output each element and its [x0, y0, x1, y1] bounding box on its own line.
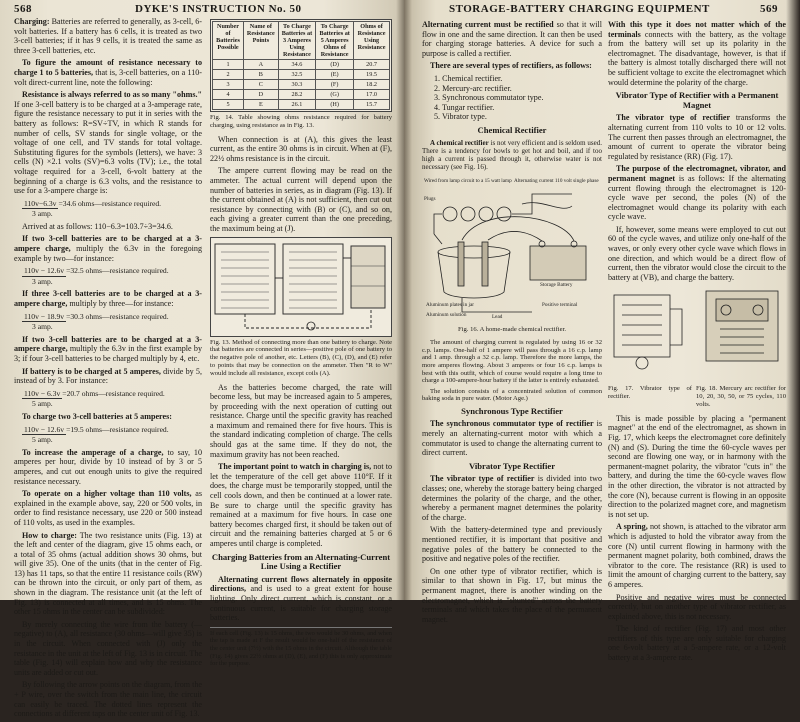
section-heading: Synchronous Type Rectifier: [461, 405, 563, 416]
body-text: and is used to a great extent for house lighting. Only direct current, which is constant, or a continuous current, is suitable for charging storage batteries.: [210, 584, 392, 623]
vibrator-rectifier-drawings: [608, 285, 786, 381]
fig16-chemical-rectifier: [422, 174, 602, 324]
fig16-label-solution: Aluminum solution: [426, 312, 467, 319]
body-text: to say, 10 amperes per hour, divide by 10 instead of by 3 or 5 amperes, and cut out enough units to give the required resistance necessary.: [14, 447, 202, 486]
fig16-label-jar: Aluminum plates in jar: [426, 302, 474, 309]
body-text: multiply the 6.3v in the first example by 3; if four 3-cell batteries to be charged multiply by 4, etc.: [14, 344, 202, 363]
lead-text: To charge two 3-cell batteries at 5 amperes:: [22, 411, 172, 421]
page-number-right: 569: [760, 3, 778, 15]
lead-text: The purpose of the electromagnet, vibrator, and permanent magnet: [608, 164, 786, 183]
formula-result: =20.7 ohms—resistance required.: [62, 388, 165, 398]
paragraph: The ampere current flowing may be read on the ammeter. The actual current will depend upon the number of batteries in series, as in diagram (Fig. 13). If the current obtained at (A) is not sufficient, then cut out resistance by connecting with (B) or (C), and so on, each giving a greater current than the one preceding, the maximum being at (J).: [210, 166, 392, 233]
fig14-resistance-table: [210, 19, 392, 112]
list-item: 4. Tungar rectifier.: [434, 102, 495, 112]
list-item: 1. Chemical rectifier.: [434, 73, 503, 83]
formula-result: =19.5 ohms—resistance required.: [66, 424, 169, 434]
body-text: is as follows: If the alternating current flowing through the electromagnet is 120-cycle wave per second, the poles (N) of the electromagnet would change its polarity with each cycle wave.: [608, 173, 786, 222]
running-head-left: DYKE'S INSTRUCTION No. 50: [135, 3, 302, 15]
table-cell: 28.2: [278, 90, 316, 100]
table-cell: (E): [316, 70, 354, 80]
resistance-table: [212, 21, 390, 110]
table-row: [213, 70, 390, 80]
paragraph: [422, 139, 602, 172]
fig16-label-positive: Positive terminal: [542, 302, 578, 309]
body-text: transforms the alternating current from 110 volts to 10 or 12 volts. The current then passes through an electromagnet, the amount of current to operate the vibrator being regulated by resistance (RR) (Fig. 17).: [608, 113, 786, 161]
paragraph: [14, 412, 202, 422]
body-text: that is, 3-cell batteries, on a 110-volt direct-current line, note the following:: [14, 67, 202, 87]
paragraph: [14, 58, 202, 87]
table-cell: 20.7: [354, 60, 390, 70]
paragraph: [14, 335, 202, 364]
formula-result: =34.6 ohms—resistance required.: [58, 198, 162, 208]
table-cell: 15.7: [354, 100, 390, 110]
lead-text: If two 3-cell batteries are to be charged at a 3-ampere charge,: [14, 234, 202, 254]
table-cell: 2: [213, 70, 244, 80]
table-cell: 17.0: [354, 90, 390, 100]
table-row: [213, 80, 390, 90]
paragraph: When connection is at (A), this gives the least current, as the entire 30 ohms is in circuit. When at (F), 22½ ohms resistance is in the circuit.: [210, 134, 392, 163]
lead-text: To operate on a higher voltage than 110 volts,: [22, 489, 192, 499]
fig13-wiring-diagram: [210, 237, 392, 337]
table-cell: 18.2: [354, 80, 390, 90]
paragraph: [14, 367, 202, 386]
lead-text: Alternating current flows alternately in opposite directions,: [210, 574, 392, 594]
lead-text: A chemical rectifier: [430, 138, 489, 147]
resistance-unit-diagram: [211, 238, 391, 336]
paragraph: The kind of rectifier (Fig. 17) and most other rectifiers of this type are only suitable for charging one 6-volt battery at a 5-ampere rate, or a 12-volt battery at a 3-ampere rate.: [608, 624, 786, 663]
paragraph: [14, 90, 202, 196]
body-text: is merely an alternating-current motor with which a commutator is used to change the alternating current to direct current.: [422, 419, 602, 458]
paragraph: [608, 20, 786, 87]
body-text: connects with the battery, as the voltage from the battery will set up its polarity in the electromagnet. The disadvantage, however, is that if the battery is almost totally discharged there will not be sufficient voltage to excite the electromagnet which would determine the polarity of the charge.: [608, 29, 787, 87]
body-text: so that it will flow in one and the same direction. It can then be used for charging storage batteries. A device for such a purpose is called a rectifier.: [422, 20, 602, 58]
fig16-label-ac: Alternating current 110 volt single phase: [514, 178, 599, 185]
formula-denominator: 5 amp.: [32, 399, 53, 409]
table-cell: 34.6: [278, 60, 316, 70]
left-column-2: [210, 17, 392, 668]
fig16-label-battery: Storage Battery: [540, 282, 573, 289]
formula-denominator: 5 amp.: [32, 435, 53, 445]
table-cell: 19.5: [354, 70, 390, 80]
table-cell: (H): [316, 100, 354, 110]
body-text: The two resistance units (Fig. 13) at the left and center of the diagram, give 15 ohms each, or a total of 35 ohms (actual addition shows 30 ohms, but will give 35). One of the units (that in the center of Fig. 13) has 11 taps, so that the entire 11 resistance coils (RW) can be thrown into the circuit, or only part of them, as shown in the diagram. The resistance unit (at the left of Fig. 13) is connected at all times, and is 15 ohms. The other 15 ohms in the center can be subdivided:: [14, 530, 202, 617]
fig18-caption: Fig. 18. Mercury arc rectifier for 10, 20, 30, 50, or 75 cycles, 110 volts.: [696, 385, 786, 409]
formula-numerator: 110v − 12.6v: [24, 266, 65, 276]
table-cell: B: [244, 70, 279, 80]
table-header-cell: Name of Resistance Points: [244, 22, 279, 60]
formula: [22, 199, 202, 219]
body-text: If one 3-cell battery is to be charged at a 3-amperage rate, figure the resistance necessary to put it in series with the battery as follows: R=SV÷TV, in which R stands for number of cells, SV stands for single voltage, or the voltage of one cell, and TV stands for total voltage. Substituting figures for the symbols (letters), we have: 3 cells (N) ×2.1 volts (SV)=6.3 volts (TV); i.e., the total voltage required for a 3-cell, 6-volt battery at the beginning of a charge is 6.3 volts, and the resistance to use for a 3-ampere charge is:: [14, 99, 202, 196]
fig16-label-plugs: Plugs: [424, 196, 436, 203]
paragraph: [14, 234, 202, 263]
formula-numerator: 110v−6.3v: [24, 198, 57, 208]
paragraph: [608, 113, 786, 161]
formula-numerator: 110v − 6.3v: [24, 388, 61, 398]
table-header-cell: Number of Batteries Possible: [213, 22, 244, 60]
paragraph: [14, 289, 202, 308]
paragraph: This is made possible by placing a "permanent magnet" at the end of the electromagnet, as shown in Fig. 17, which keeps the electromagnet core definitely (N) and (S). During the time the 60-cycle waves per second are flowing one way, or in harmony with the permanent-magnet polarity, the vibrator "cuts in" the battery, and during the time the 60-cycle waves flow in the other direction, the vibrator is not attracted by the core (N), because current is flowing in an opposite direction to the polarized magnet core, and magnetism is not set up.: [608, 413, 786, 519]
table-header-cell: To Charge Batteries at 5 Amperes Ohms of Resistance: [316, 22, 354, 60]
table-cell: 30.3: [278, 80, 316, 90]
table-cell: 26.1: [278, 100, 316, 110]
formula-denominator: 3 amp.: [32, 209, 53, 219]
lead-text: A spring,: [616, 522, 648, 532]
fig16-label-wire: Wired from lamp circuit to a 15 watt lamp: [424, 178, 512, 185]
body-text: is not very efficient and is seldom used. There is a tendency for bowls to get hot and boil, and if too high a current is passed through it, otherwise water is not necessary (see Fig. 16).: [422, 138, 602, 172]
table-cell: 3: [213, 80, 244, 90]
body-text: multiply the 6.3v in the foregoing example by two—for instance:: [14, 244, 203, 263]
paragraph: Arrived at as follows: 110−6.3=103.7÷3=34.6.: [22, 221, 173, 231]
lead-text: The important point to watch in charging is,: [218, 462, 372, 472]
table-row: [213, 90, 390, 100]
lead-text: If battery is to be charged at 5 amperes,: [22, 366, 161, 376]
body-text: not shown, is attached to the vibrator arm which is adjusted to hold the vibrator away from the core (N) until current flowing in harmony with the permanent magnet polarity, both combined, draws the vibrator to the core. The resistance (RR) is used to limit the amount of charging current to the battery, say 6 amperes.: [608, 522, 786, 589]
lead-text: With this type it does not matter which of the terminals: [608, 20, 786, 39]
formula-denominator: 3 amp.: [32, 322, 53, 332]
section-heading: Chemical Rectifier: [477, 124, 547, 135]
paragraph: As the batteries become charged, the rate will become less, but may be increased again to 5 amperes, by proceeding with the next operation of cutting out resistance. Charge until the specific gravity has reached a maximum and remained there for five hours. This is the standard indicating completion of charge. The cells should gas at the same time. If they do not, the maximum gravity has not been reached.: [210, 382, 392, 459]
paragraph: On one other type of vibrator rectifier, which is similar to that shown in Fig. 17, but minus the permanent magnet, there is another winding on the electromagnet, which is "shunted" across the battery terminals and which takes the place of the permanent magnet.: [422, 566, 602, 624]
lead-text: If three 3-cell batteries are to be charged at a 3-ampere charge,: [14, 289, 202, 309]
paragraph: [14, 531, 202, 617]
formula: [22, 425, 202, 445]
table-row: [213, 100, 390, 110]
table-cell: (G): [316, 90, 354, 100]
table-cell: D: [244, 90, 279, 100]
fig16-label-lead: Lead: [492, 314, 503, 321]
lead-text: Charging:: [14, 17, 50, 26]
formula-result: =32.5 ohms—resistance required.: [66, 266, 169, 276]
table-cell: (D): [316, 60, 354, 70]
body-text: Batteries are referred to generally, as 3-cell, 6-volt batteries. If a battery has 6 cells, it is treated as two 3-cell batteries; if it has 9 cells, it is treated the same as three 3-cell batteries, etc.: [14, 17, 202, 55]
table-header-cell: To Charge Batteries at 3 Amperes Using Resistance: [278, 22, 316, 60]
list-item: 2. Mercury-arc rectifier.: [434, 83, 512, 93]
formula: [22, 312, 202, 332]
paragraph: If, however, some means were employed to cut out 60 of the cycle waves, and utilize only one-half of the waves, or only every other cycle wave which flows in one direction, and which would be a direct flow of current, then the vibrator would close the circuit to the battery at (VB), and charge the battery.: [608, 224, 786, 282]
formula-numerator: 110v − 12.6v: [24, 424, 65, 434]
paragraph: With the battery-determined type and previously mentioned rectifier, it is important that positive and negative poles of the battery be connected to the positive and negative poles of the rectifier.: [422, 525, 602, 564]
table-row: [213, 60, 390, 70]
lead-text: The vibrator type of rectifier: [616, 113, 731, 123]
paragraph: [210, 575, 392, 623]
lead-text: To figure the amount of resistance necessary to charge 1 to 5 batteries,: [14, 58, 202, 77]
formula: [22, 389, 202, 409]
paragraph: [608, 522, 786, 589]
fig17-caption: Fig. 17. Vibrator type of rectifier.: [608, 385, 692, 401]
list-item: 5. Vibrator type.: [434, 112, 487, 122]
section-heading: Vibrator Type of Rectifier with a Permanent Magnet: [615, 90, 779, 110]
footnote: If each cell (Fig. 13) is 15 ohms, the two would be 30 ohms, and when the tap is made at F the result would be one-half of the resistance of the center unit (7½) with the 15 ohms in the circuit. Although the table (Fig. 14) gives 22½ ohms at (D), (E), and (F) this is only approximate for the purpose.: [210, 627, 392, 668]
body-text: divide by 5, instead of by 3. For instance:: [14, 366, 202, 386]
paragraph: The amount of charging current is regulated by using 16 or 32 c.p. lamps. One-half of 1 ampere will pass through a 16 c.p. lamp and 1 amp. through a 32 c.p. lamp. Therefore the more lamps, the more amperes flowing. About 3 amperes or four 16 c.p. lamps is best with this outfit, which of course would require a long time to charge a 100-ampere-hour battery if the latter is entirely exhausted.: [422, 339, 602, 385]
table-cell: 5: [213, 100, 244, 110]
fig14-caption: Fig. 14. Table showing ohms resistance required for battery charging, using resistance as in Fig. 13.: [210, 114, 392, 129]
lead-text: The synchronous commutator type of rectifier: [430, 419, 594, 429]
lead-text: If two 3-cell batteries are to be charged at a 3-ampere charge,: [14, 334, 202, 354]
paragraph: [210, 462, 392, 548]
paragraph: [422, 20, 602, 58]
lead-text: How to charge:: [22, 530, 77, 540]
chemical-rectifier-drawing: [422, 174, 602, 324]
lead-text: The vibrator type of rectifier: [430, 474, 535, 484]
body-text: as explained in the example above, say, 220 or 500 volts, in order to find resistance necessary, use 220 or 500 instead of 110 volts, as used in the examples.: [14, 489, 202, 527]
list-item: 3. Synchronous commutator type.: [434, 93, 544, 103]
formula: [22, 266, 202, 286]
lead-text: There are several types of rectifiers, as follows:: [430, 61, 592, 71]
body-text: not to let the temperature of the cell get above 110°F. If it does, the charge must be temporarily stopped, until the cell cools down, and then be continued at a lower rate. Be sure to charge until the specific gravity has remained at a maximum for five hours. In case one battery becomes charged first, it should be taken out of circuit and the remaining batteries charged at 5 or 6 amperes until charge is completed.: [210, 462, 392, 549]
figures-17-18: [608, 285, 786, 381]
paragraph: [422, 61, 602, 71]
lead-text: To increase the amperage of a charge,: [22, 447, 164, 457]
body-text: multiply by three—for instance:: [69, 299, 174, 309]
paragraph: The solution consists of a concentrated solution of common baking soda in pure water. (Motor Age.): [422, 387, 602, 403]
right-column-2: [608, 20, 786, 666]
formula-result: =30.3 ohms—resistance required.: [66, 311, 169, 321]
page-number-left: 568: [14, 3, 32, 15]
paragraph: By merely connecting the wire from the battery (—negative) to (A), all resistance (30 ohms—will give 35) is in the circuit. When connected with (J) only the resistance in the unit at the left of Fig. 13 is in circuit. The table (Fig. 14) will explain how and why the resistance units are added or cut out.: [14, 619, 202, 677]
formula-denominator: 3 amp.: [32, 276, 53, 286]
formula-numerator: 110v − 18.9v: [24, 311, 65, 321]
paragraph: [14, 448, 202, 486]
section-heading: Vibrator Type Rectifier: [468, 460, 556, 471]
paragraph: [422, 419, 602, 457]
right-page: [404, 0, 800, 663]
lead-text: Alternating current must be rectified: [422, 20, 554, 29]
table-cell: C: [244, 80, 279, 90]
left-column-1: [14, 17, 202, 722]
paragraph: By following the arrow points on the diagram, from the + P wire, over the switch from the main line, the circuit can easily be traced. The dotted lines represent the connections at different taps on the center unit of Fig. 13.: [14, 680, 202, 719]
paragraph: [422, 474, 602, 522]
table-cell: 1: [213, 60, 244, 70]
fig13-caption: Fig. 13. Method of connecting more than one battery to charge. Note that batteries are connected in series—positive pole of one battery to the negative pole of another, etc. Letters (B), (C), (D), and (E) refer to points that may be connection on the ammeter. Then "R to W" would include all resistance, except coils (A).: [210, 338, 392, 377]
table-cell: 32.5: [278, 70, 316, 80]
paragraph: [14, 17, 202, 55]
paragraph: Positive and negative wires must be connected correctly, but on another type of vibrator rectifier, as explained above, this is not necessary.: [608, 592, 786, 621]
table-cell: (F): [316, 80, 354, 90]
fig16-caption: Fig. 16. A home-made chemical rectifier.: [457, 326, 567, 334]
table-cell: E: [244, 100, 279, 110]
table-cell: 4: [213, 90, 244, 100]
table-header-cell: Ohms of Resistance Using Resistance: [354, 22, 390, 60]
paragraph: [14, 489, 202, 527]
running-head-right: STORAGE-BATTERY CHARGING EQUIPMENT: [449, 3, 710, 15]
right-column-1: [422, 20, 602, 627]
paragraph: [608, 164, 786, 222]
lead-text: Resistance is always referred to as so many "ohms.": [22, 90, 202, 100]
table-cell: A: [244, 60, 279, 70]
section-heading: Charging Batteries from an Alternating-Current Line Using a Rectifier: [211, 551, 391, 572]
rectifier-types-list: [422, 74, 602, 122]
body-text: is divided into two classes; one, whereby the storage battery being charged determines the polarity of the charge, and the other, whereby a permanent magnet determines the polarity of the charge.: [422, 474, 602, 522]
